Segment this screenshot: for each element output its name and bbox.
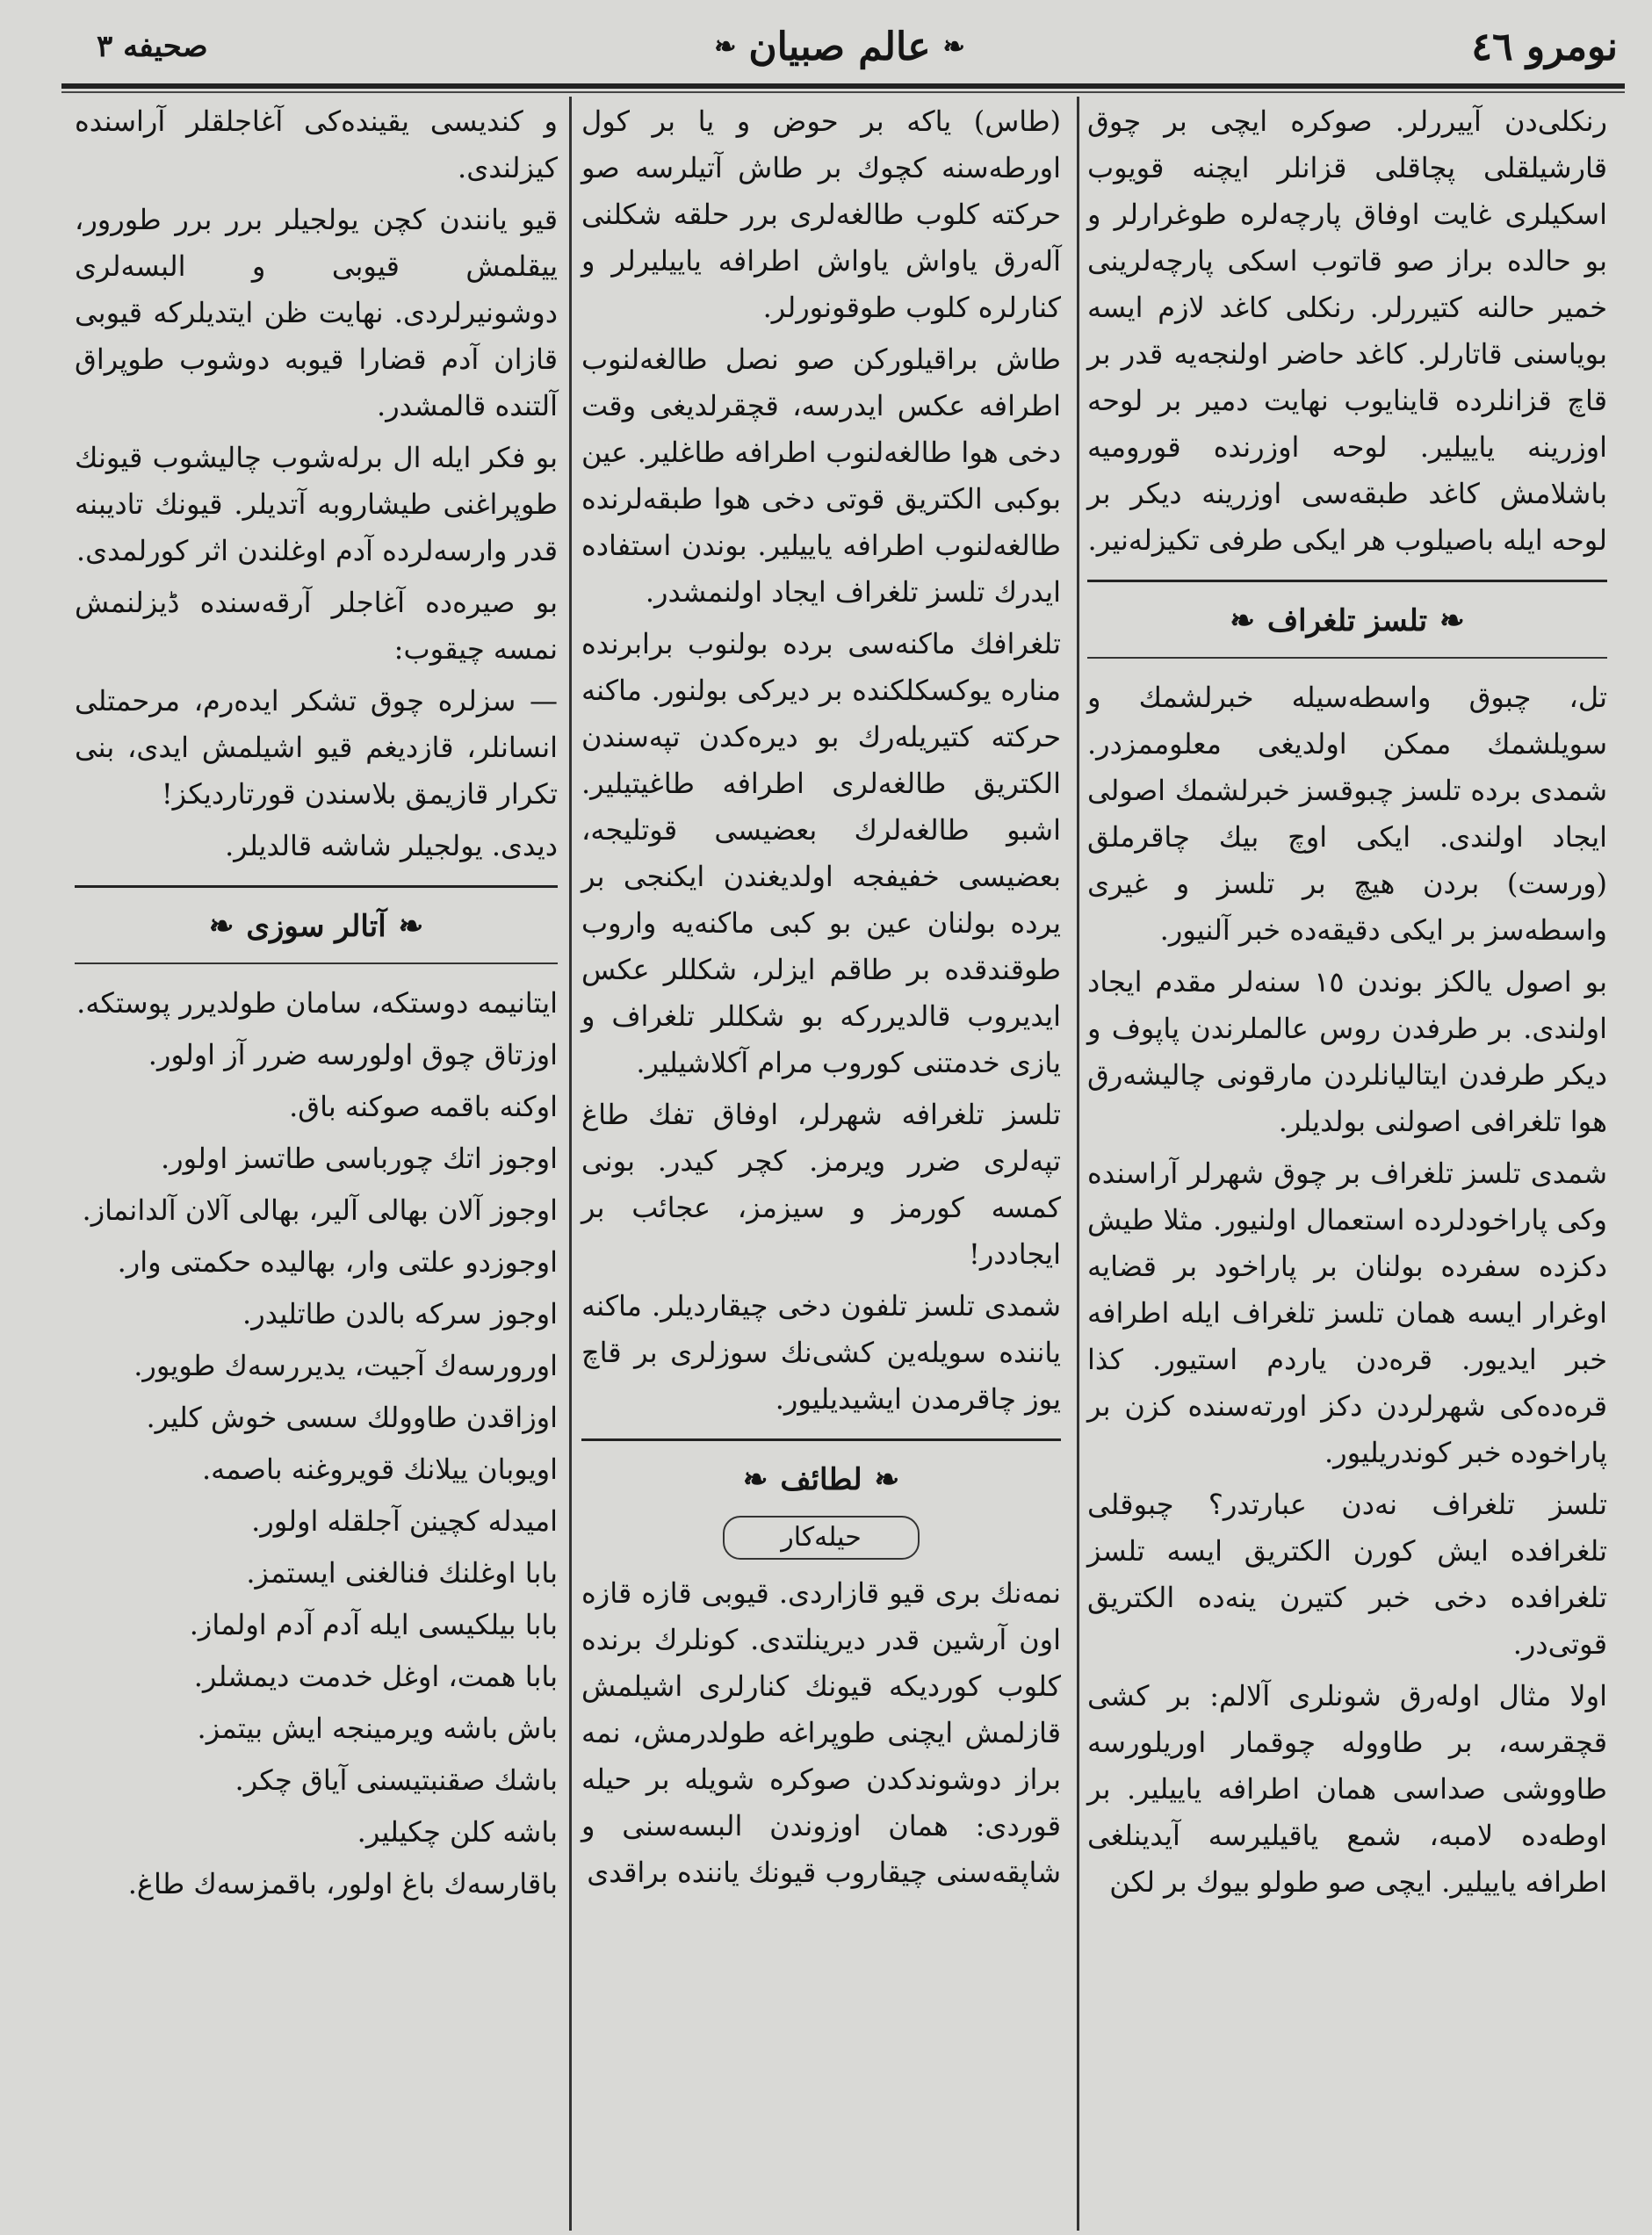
paragraph: بو اصول یالکز بوندن ١٥ سنه‌لر مقدم ایجاد اولندی. بر طرفدن روس عالملرندن پاپوف و دیکر طرفدن ایتالیانلردن مارقونی چالیشه‌رق هوا تلغرافی اصولنی بولدیلر. <box>1087 965 1608 1138</box>
paragraph: شمدی تلسز تلفون دخی چیقاردیلر. ماکنه یاننده سویله‌ین کشی‌نك سوزلری بر قاچ یوز چاقرمدن ایشیدیلیور. <box>581 1289 1061 1416</box>
paragraph: بو صیره‌ده آغاجلر آرقه‌سنده ڈیزلنمش نمسه چیقوب: <box>75 586 558 666</box>
masthead <box>714 25 965 69</box>
proverb: امیدله کچینن آجلقله اولور. <box>251 1504 558 1538</box>
proverb: اوزاقدن طاوولك سسی خوش کلیر. <box>146 1401 558 1434</box>
ornament-icon: ❧ <box>1439 603 1465 638</box>
column-right <box>1078 98 1616 1911</box>
proverb: اوجوز اتك چورباسی طاتسز اولور. <box>160 1142 558 1175</box>
ornament-icon: ❧ <box>208 909 234 944</box>
proverb: باقارسه‌ك باغ اولور، باقمزسه‌ك طاغ. <box>127 1867 558 1900</box>
section-rule <box>581 1438 1061 1441</box>
proverb: بابا بیلکیسی ایله آدم آدم اولماز. <box>189 1608 558 1641</box>
header-rule-thin <box>61 91 1625 93</box>
paragraph: تلسز تلغراف نه‌دن عبارتدر؟ چبوقلی تلغرافده ایش کورن الکتریق ایسه تلسز تلغرافده دخی خبر کتیرن ینه‌ده الکتریق قوتی‌در. <box>1087 1488 1607 1661</box>
paragraph: قیو یانندن کچن یولجیلر برر برر طورور، ییقلمش قیوبی و البسه‌لری دوشونیرلردی. نهایت ظن ایتدیلرکه قیوبی قازان آدم قضارا قیوبه دوشوب طوپراق آلتنده قالمشدر. <box>75 203 558 422</box>
section-heading-proverbs <box>75 904 558 950</box>
header-rule <box>61 83 1625 89</box>
paragraph: — سزلره چوق تشکر ایده‌رم، مرحمتلی انسانلر، قازدیغم قیو اشیلمش ایدی، بنی تکرار قازیمق بلاسندن قورتاردیکز! <box>75 684 558 811</box>
section-title: لطائف <box>780 1462 862 1497</box>
newspaper-title: عالم صبيان <box>748 24 931 69</box>
ornament-icon: ❧ <box>942 31 965 62</box>
section-title: تلسز تلغراف <box>1266 603 1428 638</box>
proverb: ایتانیمه دوستکه، سامان طولدیرر پوستکه. <box>76 986 558 1020</box>
proverb: اوزتاق چوق اولورسه ضرر آز اولور. <box>148 1038 558 1071</box>
proverb: باشك صقنبتیسنی آیاق چکر. <box>234 1763 558 1797</box>
proverb: بابا همت، اوغل خدمت دیمشلر. <box>193 1660 558 1693</box>
section-title: آتالر سوزی <box>246 909 386 944</box>
paragraph: تل، چبوق واسطه‌سیله خبرلشمك و سویلشمك ممکن اولدیغی معلوممزدر. شمدی برده تلسز چبوقسز خبرلشمك اصولی ایجاد اولندی. ایکی اوچ بیك چاقرملق (ورست) بردن هیچ بر تلسز و غیری واسطه‌سز بر ایکی دقیقه‌ده خبر آلنیور. <box>1087 681 1607 947</box>
subsection-title: حیله‌کار <box>723 1516 920 1560</box>
column-left <box>66 98 566 1913</box>
paragraph: شمدی تلسز تلغراف بر چوق شهرلر آراسنده وکی پاراخودلرده استعمال اولنیور. مثلا طیش دکزده سفرده بولنان بر پاراخود بر قضایه اوغرار ایسه همان تلسز تلغراف ایله اطرافه خبر ایدیور. قره‌دن یاردم استیور. کذا قره‌ده‌کی شهرلردن دکز اورته‌سنده کزن بر پاراخوده خبر کوندریلیور. <box>1087 1157 1607 1469</box>
paragraph: اولا مثال اوله‌رق شونلری آلالم: بر کشی قچقرسه، بر طاووله چوقمار اوریلورسه طاووشی صداسی همان اطرافه یاییلیر. بر اوطه‌ده لامبه، شمع یاقیلیرسه آیدینلغی اطرافه یاییلیر. ایچی صو طولو بیوك بر لکن <box>1087 1679 1607 1899</box>
proverb: اورورسه‌ك آجیت، یدیررسه‌ك طویور. <box>133 1349 558 1382</box>
paragraph: دیدی. یولجیلر شاشه قالدیلر. <box>225 829 558 862</box>
proverb: اوکنه باقمه صوکنه باق. <box>289 1090 558 1123</box>
section-rule <box>75 962 558 964</box>
page-header <box>61 16 1625 77</box>
paragraph: طاش براقیلورکن صو نصل طالغه‌لنوب اطرافه عکس ایدرسه، قچقرلدیغی وقت دخی هوا طالغه‌لنوب اطرافه طاغلیر. عین بوکبی الکتریق قوتی دخی هوا طبقه‌لرنده طالغه‌لنوب اطرافه یاییلیر. بوندن استفاده ایدرك تلسز تلغراف ایجاد اولنمشدر. <box>581 342 1061 609</box>
paragraph: تلسز تلغرافه شهرلر، اوفاق تفك طاغ تپه‌لری ضرر ویرمز. کچر کیدر. بونی کمسه کورمز و سیزمز، عجائب بر ایجاددر! <box>581 1098 1061 1271</box>
proverb: اویوبان ییلانك قویروغنه باصمه. <box>201 1453 558 1486</box>
proverb: باشه کلن چکیلیر. <box>357 1815 558 1849</box>
proverb: بابا اوغلنك فنالغنی ایستمز. <box>246 1556 558 1590</box>
paragraph: رنکلی‌دن آییررلر. صوکره ایچی بر چوق قارشیلقلی پچاقلی قزانلر ایچنه قویوب اسکیلری غایت اوفاق پارچه‌لره طوغرارلر و بو حالده براز صو قاتوب اسکی پارچه‌لرینی خمیر حالنه کتیررلر. رنکلی کاغد لازم ایسه بویاسنی قاتارلر. کاغد حاضر اولنجه‌یه قدر بر قاچ قزانلرده قاینایوب نهایت دمیر بر لوحه اوزرینه یاییلیر. لوحه اوزرنده قورومیه باشلامش کاغد طبقه‌سی اوزرینه دیکر بر لوحه ایله باصیلوب هر ایکی طرفی تکیزله‌نیر. <box>1087 105 1607 557</box>
paragraph: و کندیسی یقینده‌کی آغاجلقلر آراسنده کیزلندی. <box>75 105 558 184</box>
paragraph: (طاس) یاکه بر حوض و یا بر کول اورطه‌سنه کچوك بر طاش آتیلرسه صو حرکته کلوب طالغه‌لری برر حلقه شکلنی آله‌رق یاواش یاواش اطرافه یاییلیرلر و کنارلره کلوب طوقونورلر. <box>581 105 1061 324</box>
paragraph: بو فکر ایله ال برله‌شوب چالیشوب قیونك طوپراغنی طیشاروبه آتدیلر. قیونك تادیبنه قدر وارسه‌لرده آدم اوغلندن اثر کورلمدی. <box>75 441 558 567</box>
section-heading-wireless <box>1087 598 1607 645</box>
paragraph: تلغرافك ماکنه‌سی برده بولنوب برابرنده مناره یوکسکلکنده بر دیرکی بولنور. ماکنه حرکته کتیریله‌رك بو دیره‌کدن تپه‌سندن الکتریق طالغه‌لری اطرافه طاغیتیلیر. اشبو طالغه‌لرك بعضیسی قوتلیجه، بعضیسی خفیفجه اولدیغندن ایکنجی بر یرده بولنان عین بو کبی ماکنه‌یه واروب طوقندقده بر طاقم ایزلر، شکللر عکس ایدیروب قالدیررکه بو شکللر تلغراف و یازی خدمتنی کوروب مرام آکلاشیلیر. <box>581 627 1061 1079</box>
ornament-icon: ❧ <box>742 1462 768 1497</box>
paragraph: نمه‌نك بری قیو قازاردی. قیوبی قازه قازه اون آرشین قدر دیرینلتدی. کونلرك برنده کلوب کوردیکه قیونك کنارلری اشیلمش قازلمش ایچنی طوپراغه طولدرمش، نمه براز دوشوندکدن صوکره شویله بر حیله قوردی: همان اوزوندن البسه‌سنی و شاپقه‌سنی چیقاروب قیونك یاننده براقدی <box>581 1576 1061 1889</box>
ornament-icon: ❧ <box>1230 603 1255 638</box>
proverb: اوجوز سرکه بالدن طاتلیدر. <box>242 1297 558 1330</box>
proverb: باش باشه ویرمینجه ایش بیتمز. <box>197 1712 558 1745</box>
proverb: اوجوز آلان بهالی آلیر، بهالی آلان آلدانماز. <box>82 1193 558 1227</box>
issue-number: نومرو ٤٦ <box>1471 24 1618 69</box>
section-heading-jokes <box>581 1457 1061 1503</box>
section-rule <box>1087 580 1607 582</box>
ornament-icon: ❧ <box>714 31 737 62</box>
ornament-icon: ❧ <box>398 909 424 944</box>
section-rule <box>75 885 558 888</box>
ornament-icon: ❧ <box>874 1462 900 1497</box>
section-rule <box>1087 657 1607 659</box>
column-middle <box>571 98 1071 1901</box>
proverb: اوجوزدو علتی وار، بهالیده حکمتی وار. <box>117 1245 558 1279</box>
page-number: صحيفه ٣ <box>97 29 208 64</box>
